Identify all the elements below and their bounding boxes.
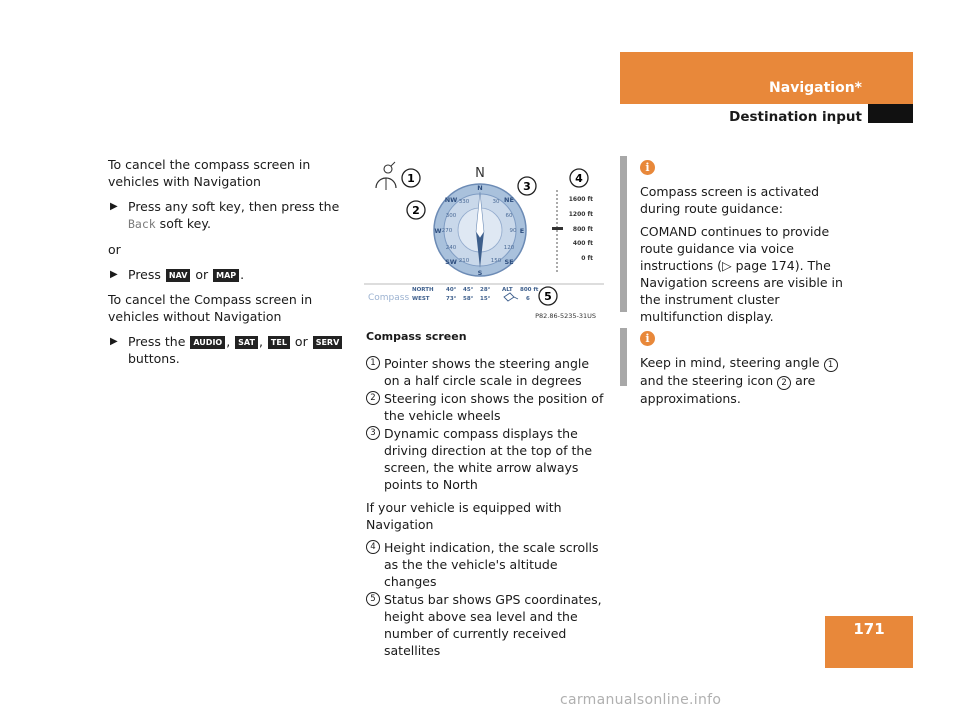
section-title: Navigation*: [769, 80, 862, 96]
svg-text:28°: 28°: [480, 287, 491, 293]
subsection-title: Destination input: [729, 109, 862, 125]
legend-item-2: 2 Steering icon shows the position of the vehicle wheels: [366, 390, 606, 424]
info-box-1: [640, 160, 862, 331]
svg-text:15°: 15°: [480, 296, 491, 302]
svg-text:E: E: [519, 227, 525, 235]
tel-key-icon: TEL: [268, 336, 290, 349]
north-label: N: [475, 166, 485, 181]
figure-reference-code: P82.86-5235-31US: [535, 312, 596, 320]
svg-text:240: 240: [445, 245, 457, 251]
info1-paragraph-2: COMAND continues to provide route guidance via voice instructions (▷ page 174). The Navigation screens are visible in the instrument cluster multifunction display.: [640, 224, 843, 324]
svg-text:73°: 73°: [446, 296, 457, 302]
legend-item-4: 4 Height indication, the scale scrolls as the the vehicle's altitude changes: [366, 539, 606, 590]
bullet-arrow-icon: ▶: [110, 201, 118, 212]
info-box-1-bar: [620, 156, 627, 312]
map-key-icon: MAP: [213, 269, 239, 282]
svg-text:N: N: [477, 184, 483, 192]
nav-key-icon: NAV: [166, 269, 191, 282]
intro-with-navigation: To cancel the compass screen in vehicles with Navigation: [108, 157, 311, 189]
info-icon: i: [640, 160, 655, 175]
svg-text:NE: NE: [504, 196, 514, 204]
svg-text:150: 150: [490, 258, 502, 264]
svg-text:120: 120: [503, 245, 515, 251]
audio-key-icon: AUDIO: [190, 336, 225, 349]
svg-text:300: 300: [445, 213, 457, 219]
bullet-nav-map: ▶ Press NAV or MAP .: [110, 267, 245, 282]
svg-text:W: W: [434, 227, 442, 235]
svg-text:330: 330: [458, 199, 470, 205]
navigation-note: If your vehicle is equipped with Navigation: [366, 500, 562, 532]
svg-text:Compass: Compass: [368, 293, 410, 303]
svg-text:90: 90: [509, 228, 517, 234]
height-scale: [552, 190, 593, 272]
svg-text:800 ft: 800 ft: [520, 287, 539, 293]
bullet-arrow-icon: ▶: [110, 269, 118, 280]
svg-text:3: 3: [523, 180, 531, 193]
satellite-icon: [504, 293, 518, 301]
svg-text:40°: 40°: [446, 287, 457, 293]
figure-legend: [366, 328, 606, 660]
compass-screen-figure: [362, 160, 608, 320]
svg-text:WEST: WEST: [412, 296, 430, 302]
info1-paragraph-1: Compass screen is activated during route guidance:: [640, 184, 820, 216]
svg-text:NW: NW: [444, 196, 458, 204]
svg-text:60: 60: [505, 213, 513, 219]
svg-text:5: 5: [544, 290, 552, 303]
or-text: or: [108, 242, 121, 257]
steering-angle-scale-icon: [376, 178, 396, 190]
svg-text:58°: 58°: [463, 296, 474, 302]
header-marker: [868, 104, 913, 123]
svg-text:30: 30: [492, 199, 500, 205]
page-number: 171: [853, 620, 885, 638]
info-icon: i: [640, 331, 655, 346]
steering-angle-pointer-icon: [384, 162, 395, 173]
svg-text:4: 4: [575, 172, 583, 185]
bullet-soft-key: ▶ Press any soft key, then press the Back soft key.: [110, 199, 340, 231]
svg-text:210: 210: [458, 258, 470, 264]
callout-4: [570, 169, 588, 187]
watermark: carmanualsonline.info: [560, 692, 722, 708]
info-box-2-bar: [620, 328, 627, 386]
back-softkey-label: Back: [128, 217, 156, 231]
svg-text:1: 1: [407, 172, 415, 185]
callout-5: [539, 287, 557, 305]
bullet-function-buttons: ▶ Press the AUDIO , SAT , TEL or SERV buttons.: [108, 333, 348, 367]
serv-key-icon: SERV: [313, 336, 343, 349]
header-tab: [620, 52, 913, 104]
figure-caption: Compass screen: [366, 330, 467, 343]
svg-text:SE: SE: [504, 258, 514, 266]
status-bar: [368, 287, 539, 303]
svg-text:2: 2: [412, 204, 420, 217]
info-box-2: [640, 331, 862, 413]
svg-text:ALT: ALT: [502, 287, 513, 293]
compass-rose: [434, 184, 526, 277]
info2-paragraph: Keep in mind, steering angle 1 and the steering icon 2 are approximations.: [640, 354, 862, 407]
legend-item-3: 3 Dynamic compass displays the driving direction at the top of the screen, the white arrow always points to North: [366, 425, 606, 493]
svg-text:1200 ft: 1200 ft: [568, 211, 593, 218]
intro-without-navigation: To cancel the Compass screen in vehicles without Navigation: [108, 292, 313, 324]
legend-item-5: 5 Status bar shows GPS coordinates, height above sea level and the number of currently received satellites: [366, 591, 606, 659]
svg-text:0 ft: 0 ft: [581, 255, 593, 262]
svg-text:SW: SW: [445, 258, 457, 266]
svg-text:800 ft: 800 ft: [572, 226, 593, 233]
left-column: [108, 156, 348, 375]
bullet-arrow-icon: ▶: [110, 336, 118, 347]
sat-key-icon: SAT: [235, 336, 258, 349]
callout-2: [407, 201, 425, 219]
svg-text:400 ft: 400 ft: [572, 240, 593, 247]
svg-text:45°: 45°: [463, 287, 474, 293]
legend-item-1: 1 Pointer shows the steering angle on a half circle scale in degrees: [366, 355, 606, 389]
callout-3: [518, 177, 536, 195]
svg-text:S: S: [477, 269, 483, 277]
svg-text:1600 ft: 1600 ft: [568, 196, 593, 203]
callout-1: [402, 169, 420, 187]
svg-text:6: 6: [526, 296, 530, 302]
svg-text:270: 270: [441, 228, 453, 234]
svg-text:NORTH: NORTH: [412, 287, 434, 293]
